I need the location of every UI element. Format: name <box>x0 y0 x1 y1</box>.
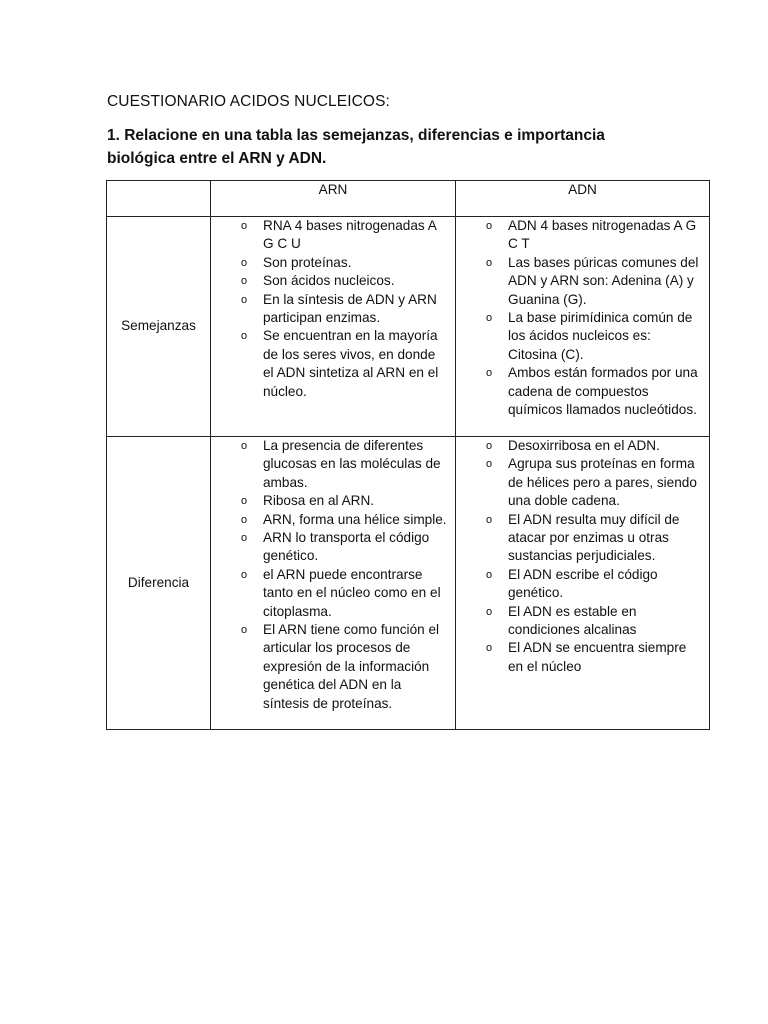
list-item-text: RNA 4 bases nitrogenadas A G C U <box>263 218 437 252</box>
list-item-text: El ADN escribe el código genético. <box>508 566 658 601</box>
list-item <box>241 327 447 401</box>
bullet-icon: o <box>486 440 493 452</box>
list-item-text: Agrupa sus proteínas en forma de hélices pero a pares, siendo una doble cadena. <box>508 456 697 509</box>
list-item-text: El ADN se encuentra siempre en el núcleo <box>508 640 687 674</box>
list-item <box>241 437 447 492</box>
bullet-icon: o <box>241 532 248 545</box>
bullet-icon: o <box>486 458 493 471</box>
list-item <box>486 455 701 510</box>
list-item-text: el ARN puede encontrarse tanto en el núcleo como en el citoplasma. <box>263 566 441 619</box>
bullet-icon: o <box>486 605 493 618</box>
list-item-text: En la síntesis de ADN y ARN participan enzimas. <box>263 291 437 326</box>
list-item <box>486 566 701 603</box>
bullet-icon: o <box>241 513 248 526</box>
bullet-list <box>211 437 455 713</box>
list-item-text: Ambos están formados por una cadena de compuestos químicos llamados nucleótidos. <box>508 365 698 418</box>
list-item <box>241 291 447 328</box>
table-row <box>107 437 710 730</box>
list-item <box>486 639 701 676</box>
list-item <box>486 254 701 309</box>
list-item <box>241 254 447 272</box>
bullet-icon: o <box>241 275 248 288</box>
bullet-icon: o <box>241 440 248 452</box>
list-item <box>486 603 701 640</box>
list-item <box>486 309 701 364</box>
list-item-text: Se encuentran en la mayoría de los seres vivos, en donde el ADN sintetiza al ARN en el núcleo. <box>263 328 439 399</box>
list-item <box>241 511 447 529</box>
bullet-icon: o <box>486 256 493 269</box>
comparison-table <box>106 180 710 730</box>
bullet-icon: o <box>486 367 493 380</box>
list-item <box>241 529 447 566</box>
bullet-icon: o <box>241 293 248 306</box>
header-cell-adn: ADN <box>456 181 710 217</box>
bullet-icon: o <box>241 495 248 508</box>
bullet-list <box>456 217 709 419</box>
list-item <box>486 511 701 566</box>
list-item <box>241 217 447 254</box>
bullet-icon: o <box>241 624 248 637</box>
header-cell-empty <box>107 181 211 217</box>
bullet-list <box>211 217 455 401</box>
bullet-icon: o <box>486 220 493 232</box>
bullet-icon: o <box>241 256 248 269</box>
table-header-row <box>107 181 710 217</box>
cell-semejanzas-adn <box>456 217 710 437</box>
list-item <box>241 566 447 621</box>
list-item-text: Son proteínas. <box>263 254 352 270</box>
row-label-semejanzas: Semejanzas <box>107 217 211 437</box>
document-title: CUESTIONARIO ACIDOS NUCLEICOS: <box>107 93 390 110</box>
list-item-text: La presencia de diferentes glucosas en las moléculas de ambas. <box>263 438 441 490</box>
bullet-icon: o <box>241 220 248 232</box>
list-item-text: Son ácidos nucleicos. <box>263 273 395 289</box>
list-item-text: El ADN es estable en condiciones alcalinas <box>508 603 637 638</box>
bullet-icon: o <box>486 513 493 526</box>
list-item-text: El ADN resulta muy difícil de atacar por enzimas u otras sustancias perjudiciales. <box>508 511 680 564</box>
header-cell-arn: ARN <box>211 181 456 217</box>
list-item <box>241 492 447 510</box>
list-item <box>486 364 701 419</box>
cell-diferencia-arn <box>211 437 456 730</box>
list-item-text: ADN 4 bases nitrogenadas A G C T <box>508 218 697 252</box>
list-item-text: La base pirimídinica común de los ácidos nucleicos es: Citosina (C). <box>508 310 693 362</box>
list-item <box>486 217 701 254</box>
list-item-text: Desoxirribosa en el ADN. <box>508 438 660 453</box>
list-item-text: ARN lo transporta el código genético. <box>263 530 430 564</box>
cell-semejanzas-arn <box>211 217 456 437</box>
list-item-text: Ribosa en al ARN. <box>263 493 375 509</box>
list-item <box>241 621 447 713</box>
list-item <box>241 272 447 290</box>
bullet-icon: o <box>486 642 493 655</box>
bullet-icon: o <box>486 568 493 581</box>
question-text: 1. Relacione en una tabla las semejanzas, diferencias e importancia biológica entre el ARN y ADN. <box>107 127 605 167</box>
bullet-icon: o <box>241 330 248 343</box>
table-row <box>107 217 710 437</box>
cell-diferencia-adn <box>456 437 710 730</box>
row-label-diferencia: Diferencia <box>107 437 211 730</box>
bullet-list <box>456 437 709 676</box>
list-item-text: ARN, forma una hélice simple. <box>263 511 447 527</box>
list-item <box>486 437 701 455</box>
bullet-icon: o <box>241 568 248 581</box>
list-item-text: El ARN tiene como función el articular los procesos de expresión de la información genética del ADN en la síntesis de proteínas. <box>263 622 440 711</box>
list-item-text: Las bases púricas comunes del ADN y ARN son: Adenina (A) y Guanina (G). <box>508 254 699 307</box>
bullet-icon: o <box>486 312 493 325</box>
